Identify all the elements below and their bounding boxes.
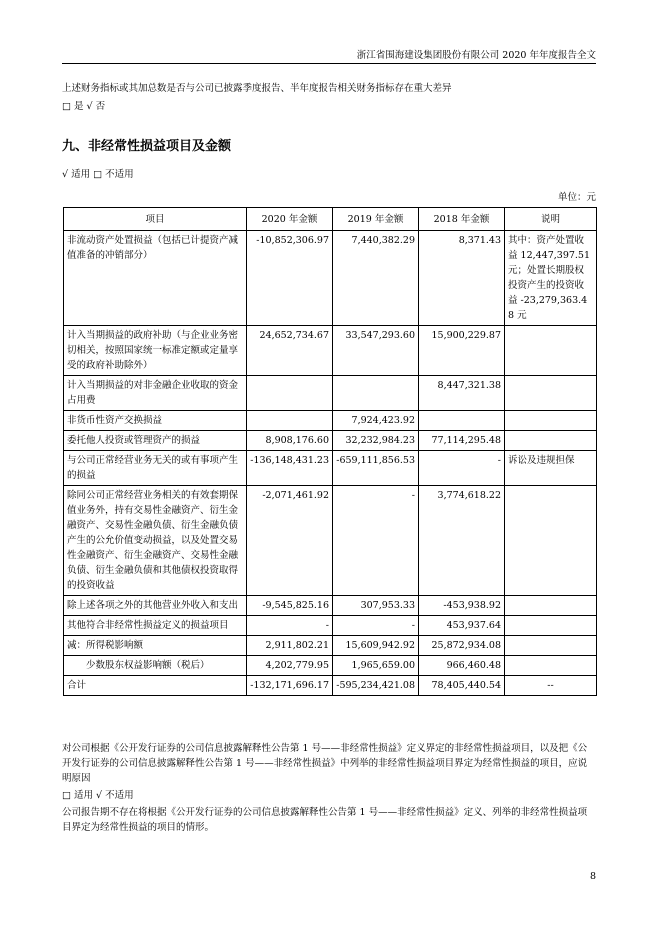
row-item: 其他符合非经常性损益定义的损益项目 [64, 616, 247, 636]
page-number: 8 [589, 871, 596, 882]
row-2020: -9,545,825.16 [247, 596, 333, 616]
row-2019: -595,234,421.08 [333, 676, 419, 696]
row-note [505, 376, 597, 411]
row-2018: 453,937.64 [419, 616, 505, 636]
table-row [64, 326, 597, 376]
col-header-2019: 2019 年金额 [333, 208, 419, 231]
table-header-row [64, 208, 597, 231]
row-2020: -136,148,431.23 [247, 451, 333, 486]
row-note [505, 431, 597, 451]
table-row [64, 431, 597, 451]
section-title: 九、非经常性损益项目及金额 [62, 139, 232, 154]
applicable-choice: √ 适用 □ 不适用 [62, 169, 134, 180]
col-header-2018: 2018 年金额 [419, 208, 505, 231]
row-2019: 7,924,423.92 [333, 411, 419, 431]
row-note: -- [505, 676, 597, 696]
row-2018: 25,872,934.08 [419, 636, 505, 656]
row-2018: 8,371.43 [419, 231, 505, 326]
row-2019: - [333, 616, 419, 636]
unit-label: 单位：元 [557, 192, 596, 203]
row-2018: 966,460.48 [419, 656, 505, 676]
table-row [64, 231, 597, 326]
row-2019: 32,232,984.23 [333, 431, 419, 451]
row-note [505, 411, 597, 431]
row-note [505, 486, 597, 596]
row-2018: -453,938.92 [419, 596, 505, 616]
row-2018 [419, 411, 505, 431]
row-2020: 4,202,779.95 [247, 656, 333, 676]
row-item: 计入当期损益的政府补助（与企业业务密切相关，按照国家统一标准定额或定量享受的政府补助除外） [64, 326, 247, 376]
row-2020: -10,852,306.97 [247, 231, 333, 326]
col-header-item: 项目 [64, 208, 247, 231]
table-row-total [64, 676, 597, 696]
table-row [64, 451, 597, 486]
row-note [505, 616, 597, 636]
footer-block [62, 741, 596, 835]
table-row [64, 486, 597, 596]
col-header-2020: 2020 年金额 [247, 208, 333, 231]
row-2020 [247, 411, 333, 431]
row-note [505, 656, 597, 676]
row-2018: 78,405,440.54 [419, 676, 505, 696]
table-row [64, 636, 597, 656]
footer-para-2: 公司报告期不存在将根据《公开发行证券的公司信息披露解释性公告第 1 号——非经常性损益》定义、列举的非经常性损益项目界定为经常性损益的项目的情形。 [62, 807, 588, 833]
row-2019: 307,953.33 [333, 596, 419, 616]
table-row [64, 376, 597, 411]
row-2020: 2,911,802.21 [247, 636, 333, 656]
row-2018: 77,114,295.48 [419, 431, 505, 451]
row-2019: 15,609,942.92 [333, 636, 419, 656]
row-2019 [333, 376, 419, 411]
row-2019: 7,440,382.29 [333, 231, 419, 326]
intro-choice: □ 是 √ 否 [62, 101, 106, 112]
row-2019: 33,547,293.60 [333, 326, 419, 376]
row-2020: -2,071,461.92 [247, 486, 333, 596]
row-2020: - [247, 616, 333, 636]
row-2020: 24,652,734.67 [247, 326, 333, 376]
page-header: 浙江省围海建设集团股份有限公司 2020 年年度报告全文 [356, 50, 596, 61]
row-note [505, 596, 597, 616]
header-rule [62, 63, 596, 64]
row-item: 除同公司正常经营业务相关的有效套期保值业务外，持有交易性金融资产、衍生金融资产、交易性金融负债、衍生金融负债产生的公允价值变动损益，以及处置交易性金融资产、衍生金融资产、交易性金融负债、衍生金融负债和其他债权投资取得的投资收益 [64, 486, 247, 596]
row-2020: -132,171,696.17 [247, 676, 333, 696]
footer-choice: □ 适用 √ 不适用 [62, 790, 134, 801]
row-item: 少数股东权益影响额（税后） [64, 656, 247, 676]
row-2019: 1,965,659.00 [333, 656, 419, 676]
table-row [64, 596, 597, 616]
row-2020: 8,908,176.60 [247, 431, 333, 451]
row-item: 非货币性资产交换损益 [64, 411, 247, 431]
row-item: 减：所得税影响额 [64, 636, 247, 656]
row-note: 其中：资产处置收益 12,447,397.51 元；处置长期股权投资产生的投资收益 -23,279,363.48 元 [505, 231, 597, 326]
row-2018: - [419, 451, 505, 486]
row-item: 委托他人投资或管理资产的损益 [64, 431, 247, 451]
row-2019: -659,111,856.53 [333, 451, 419, 486]
col-header-note: 说明 [505, 208, 597, 231]
row-2018: 3,774,618.22 [419, 486, 505, 596]
row-item: 非流动资产处置损益（包括已计提资产减值准备的冲销部分） [64, 231, 247, 326]
row-note: 诉讼及违规担保 [505, 451, 597, 486]
intro-line: 上述财务指标或其加总数是否与公司已披露季度报告、半年度报告相关财务指标存在重大差异 [62, 83, 452, 94]
row-note [505, 636, 597, 656]
row-2018: 15,900,229.87 [419, 326, 505, 376]
row-item: 合计 [64, 676, 247, 696]
row-2020 [247, 376, 333, 411]
table-row [64, 616, 597, 636]
row-item: 与公司正常经营业务无关的或有事项产生的损益 [64, 451, 247, 486]
row-2019: - [333, 486, 419, 596]
row-item: 除上述各项之外的其他营业外收入和支出 [64, 596, 247, 616]
non-recurring-gains-table [63, 207, 597, 696]
row-item: 计入当期损益的对非金融企业收取的资金占用费 [64, 376, 247, 411]
footer-para-1: 对公司根据《公开发行证券的公司信息披露解释性公告第 1 号——非经常性损益》定义界定的非经常性损益项目，以及把《公开发行证券的公司信息披露解释性公告第 1 号——非经常性损益》中列举的非经常性损益项目界定为经常性损益的项目，应说明原因 [62, 743, 588, 784]
row-note [505, 326, 597, 376]
table-row [64, 411, 597, 431]
row-2018: 8,447,321.38 [419, 376, 505, 411]
table-row [64, 656, 597, 676]
